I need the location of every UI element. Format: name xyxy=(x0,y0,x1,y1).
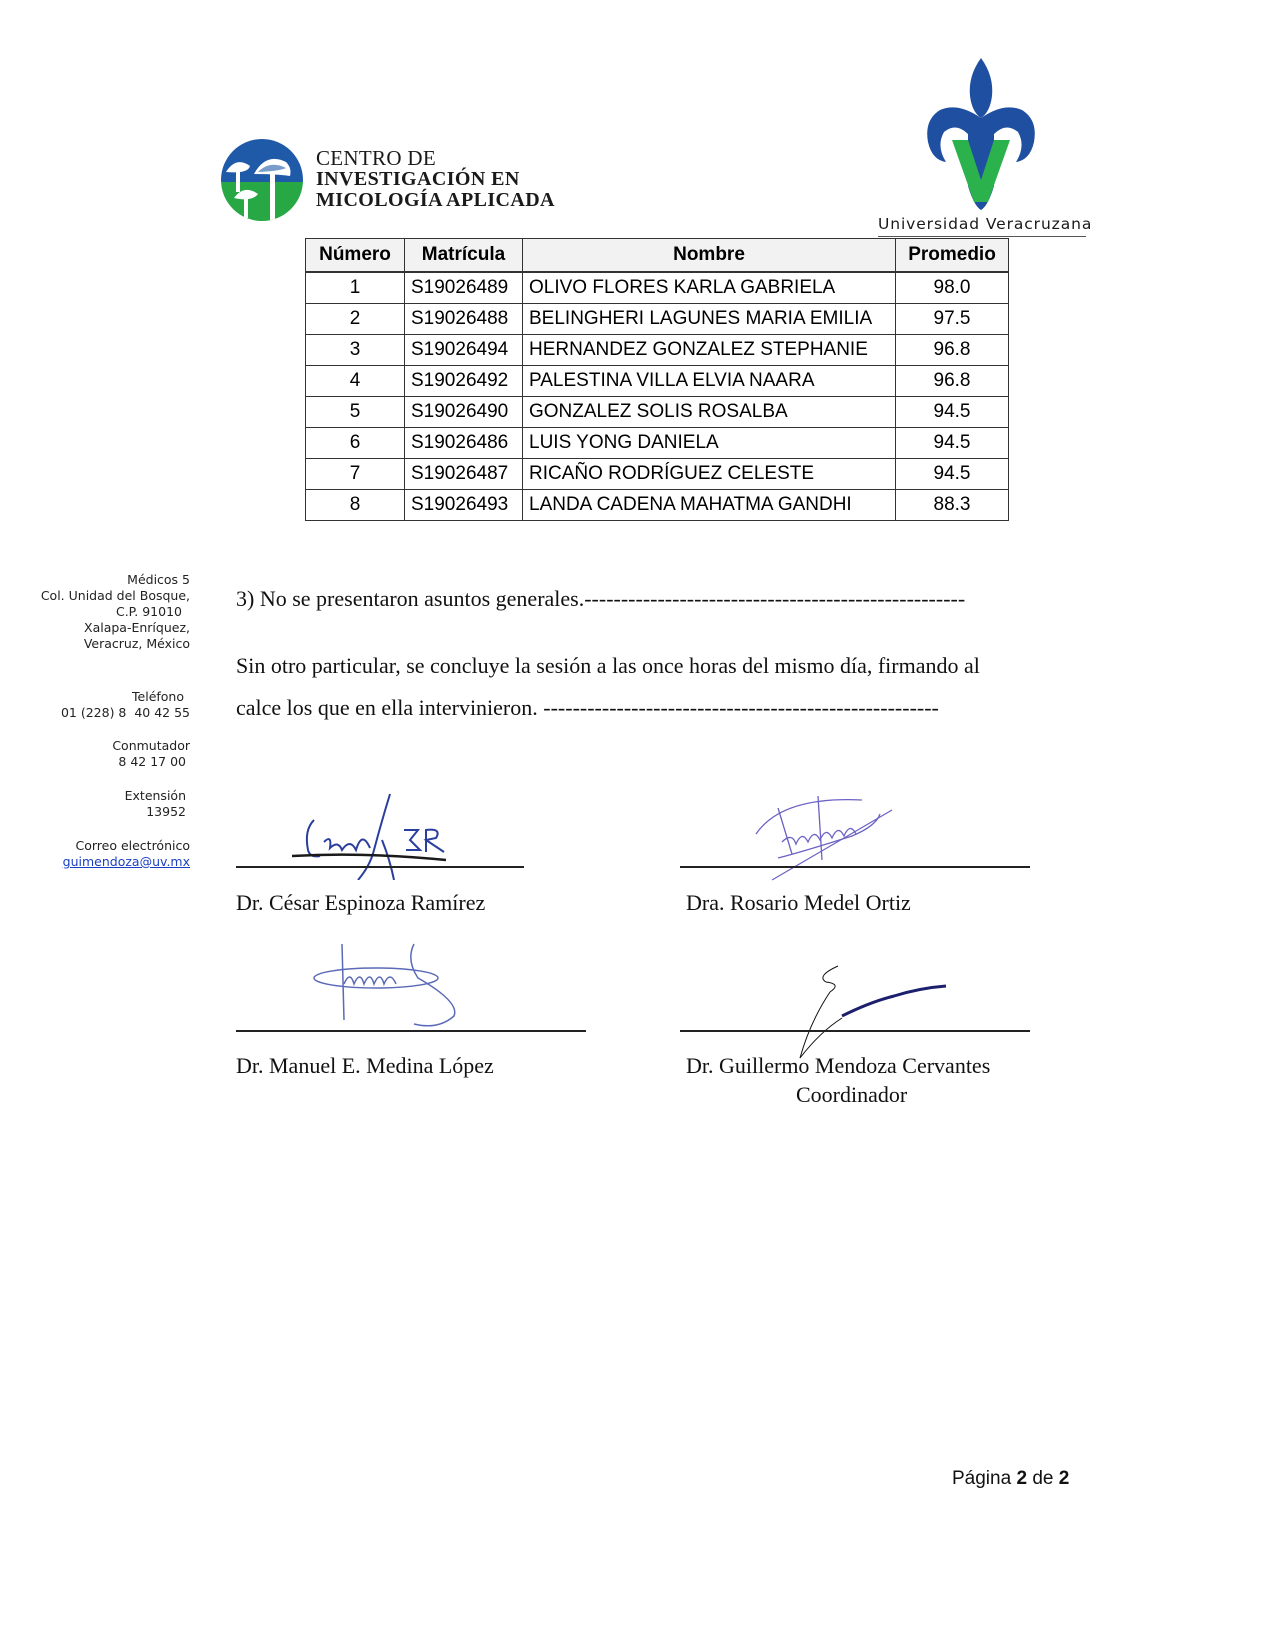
cell-promedio: 94.5 xyxy=(896,428,1009,459)
universidad-veracruzana-name: Universidad Veracruzana xyxy=(878,215,1093,233)
sidebar-extension xyxy=(40,788,190,820)
cell-promedio: 94.5 xyxy=(896,459,1009,490)
closing-paragraph xyxy=(236,645,1086,729)
table-row xyxy=(306,428,1009,459)
address-line: Médicos 5 xyxy=(127,572,190,587)
cell-matricula: S19026490 xyxy=(405,397,523,428)
cell-numero: 7 xyxy=(306,459,405,490)
cell-numero: 1 xyxy=(306,272,405,304)
signature-line xyxy=(680,1030,1030,1032)
cell-numero: 8 xyxy=(306,490,405,521)
cell-nombre: GONZALEZ SOLIS ROSALBA xyxy=(523,397,896,428)
signature-line xyxy=(236,1030,586,1032)
sidebar-address xyxy=(40,572,190,652)
signatory-name: Dra. Rosario Medel Ortiz xyxy=(686,890,911,915)
table-row xyxy=(306,366,1009,397)
email-label: Correo electrónico xyxy=(75,838,190,853)
cell-promedio: 94.5 xyxy=(896,397,1009,428)
table-row xyxy=(306,335,1009,366)
address-line: Veracruz, México xyxy=(83,636,190,651)
cell-matricula: S19026494 xyxy=(405,335,523,366)
signature-line xyxy=(680,866,1030,868)
switchboard-value: 8 42 17 00 xyxy=(118,754,186,769)
table-row xyxy=(306,397,1009,428)
cell-matricula: S19026493 xyxy=(405,490,523,521)
signatory-title: Coordinador xyxy=(796,1082,908,1107)
table-row xyxy=(306,272,1009,304)
extension-label: Extensión xyxy=(124,788,186,803)
page-label: Página xyxy=(952,1468,1012,1489)
header-rule xyxy=(878,236,1086,237)
page-total: 2 xyxy=(1058,1468,1070,1489)
cell-matricula: S19026486 xyxy=(405,428,523,459)
universidad-veracruzana-logo xyxy=(918,56,1044,212)
cell-nombre: HERNANDEZ GONZALEZ STEPHANIE xyxy=(523,335,896,366)
cell-nombre: LANDA CADENA MAHATMA GANDHI xyxy=(523,490,896,521)
signature-line xyxy=(236,866,524,868)
column-header-promedio: Promedio xyxy=(896,239,1009,273)
cell-matricula: S19026488 xyxy=(405,304,523,335)
cell-numero: 3 xyxy=(306,335,405,366)
closing-line-2: calce los que en ella intervinieron. ------------------------------------------------------ xyxy=(236,695,939,720)
cell-numero: 5 xyxy=(306,397,405,428)
address-line: Col. Unidad del Bosque, xyxy=(40,588,190,603)
paragraph-item-3: 3) No se presentaron asuntos generales.---------------------------------------------------- xyxy=(236,586,966,611)
switchboard-label: Conmutador xyxy=(112,738,190,753)
signatory-name: Dr. Manuel E. Medina López xyxy=(236,1053,494,1078)
table-header-row xyxy=(306,239,1009,273)
cell-matricula: S19026489 xyxy=(405,272,523,304)
cell-promedio: 98.0 xyxy=(896,272,1009,304)
sidebar-phone xyxy=(40,689,190,721)
cell-matricula: S19026487 xyxy=(405,459,523,490)
signature-rosario-medel xyxy=(752,792,902,882)
table-row xyxy=(306,304,1009,335)
address-line: C.P. 91010 xyxy=(115,604,182,619)
cima-logo-line-3: MICOLOGÍA APLICADA xyxy=(316,189,555,211)
page-of: de xyxy=(1032,1468,1054,1489)
cell-promedio: 88.3 xyxy=(896,490,1009,521)
cima-logo-line-1: CENTRO DE xyxy=(316,146,436,170)
cell-numero: 2 xyxy=(306,304,405,335)
sidebar-email xyxy=(40,838,190,870)
cell-nombre: OLIVO FLORES KARLA GABRIELA xyxy=(523,272,896,304)
cell-numero: 4 xyxy=(306,366,405,397)
address-line: Xalapa-Enríquez, xyxy=(84,620,190,635)
signature-guillermo-mendoza xyxy=(790,962,960,1062)
cima-logo-line-2: INVESTIGACIÓN EN xyxy=(316,168,520,190)
email-link[interactable]: guimendoza@uv.mx xyxy=(62,854,190,869)
column-header-nombre: Nombre xyxy=(523,239,896,273)
cell-promedio: 96.8 xyxy=(896,335,1009,366)
cell-numero: 6 xyxy=(306,428,405,459)
column-header-numero: Número xyxy=(306,239,405,273)
column-header-matricula: Matrícula xyxy=(405,239,523,273)
phone-label: Teléfono xyxy=(132,689,184,704)
cell-nombre: LUIS YONG DANIELA xyxy=(523,428,896,459)
phone-value: 01 (228) 8 40 42 55 xyxy=(60,705,190,720)
cell-promedio: 97.5 xyxy=(896,304,1009,335)
cell-nombre: PALESTINA VILLA ELVIA NAARA xyxy=(523,366,896,397)
page-current: 2 xyxy=(1016,1468,1028,1489)
cell-nombre: BELINGHERI LAGUNES MARIA EMILIA xyxy=(523,304,896,335)
closing-line-1: Sin otro particular, se concluye la sesión a las once horas del mismo día, firmando al xyxy=(236,653,980,678)
cell-nombre: RICAÑO RODRÍGUEZ CELESTE xyxy=(523,459,896,490)
signature-manuel-medina xyxy=(310,940,480,1030)
signatory-name: Dr. César Espinoza Ramírez xyxy=(236,890,486,915)
cima-logo-text xyxy=(316,148,555,211)
table-row xyxy=(306,490,1009,521)
cell-matricula: S19026492 xyxy=(405,366,523,397)
extension-value: 13952 xyxy=(146,804,186,819)
cima-logo xyxy=(220,138,304,222)
cell-promedio: 96.8 xyxy=(896,366,1009,397)
sidebar-switchboard xyxy=(40,738,190,770)
grades-table xyxy=(305,238,1009,521)
page-number xyxy=(952,1468,1069,1490)
table-row xyxy=(306,459,1009,490)
signatory-name: Dr. Guillermo Mendoza Cervantes xyxy=(686,1053,991,1078)
